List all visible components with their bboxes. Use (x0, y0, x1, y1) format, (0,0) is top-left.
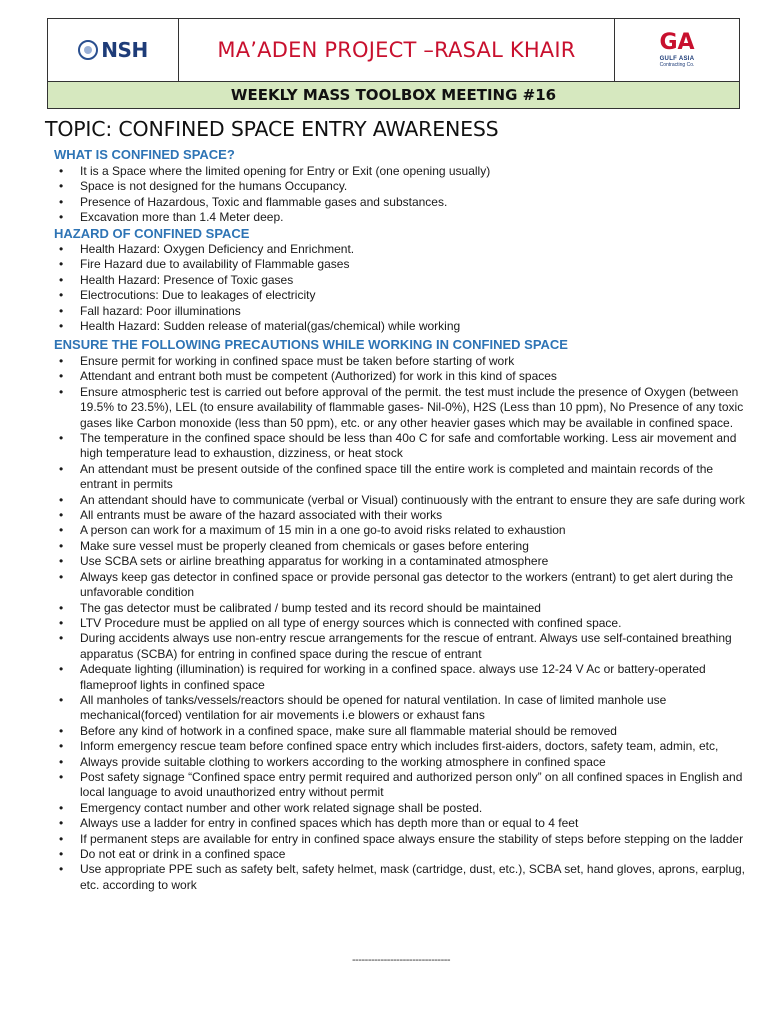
list-item: • Use SCBA sets or airline breathing apparatus for working in a contaminated atmosphere (58, 554, 748, 569)
list-item: • The temperature in the confined space should be less than 40o C for safe and comfortable working. Less air movement and high temperature lead to exhaustion, dizziness, or heat stock (58, 431, 748, 462)
list-item: • Health Hazard: Presence of Toxic gases (58, 273, 748, 288)
list-item: • Attendant and entrant both must be competent (Authorized) for work in this kind of spaces (58, 369, 748, 384)
list-item: • Inform emergency rescue team before confined space entry which includes first-aiders, doctors, safety team, admin, etc, (58, 739, 748, 754)
list-item: • Excavation more than 1.4 Meter deep. (58, 210, 748, 225)
list-item: • It is a Space where the limited opening for Entry or Exit (one opening usually) (58, 164, 748, 179)
list-item: • Make sure vessel must be properly cleaned from chemicals or gases before entering (58, 539, 748, 554)
list-item: • The gas detector must be calibrated / bump tested and its record should be maintained (58, 601, 748, 616)
list-item: • Health Hazard: Oxygen Deficiency and Enrichment. (58, 242, 748, 257)
list-item: • Always provide suitable clothing to workers according to the working atmosphere in confined space (58, 755, 748, 770)
list-item: • Space is not designed for the humans Occupancy. (58, 179, 748, 194)
list-item: • Use appropriate PPE such as safety belt, safety helmet, mask (cartridge, dust, etc.), SCBA set, hand gloves, aprons, earplug, etc. according to work (58, 862, 748, 893)
gulf-asia-logo-name: GULF ASIA (659, 56, 695, 62)
bullet-list-precautions (58, 354, 748, 893)
list-item: • Ensure permit for working in confined space must be taken before starting of work (58, 354, 748, 369)
header-table (47, 18, 740, 82)
list-item: • Adequate lighting (illumination) is required for working in a confined space. always use 12-24 V Ac or battery-operated flameproof lights in confined space (58, 662, 748, 693)
list-item: • Post safety signage “Confined space entry permit required and authorized person only” on all confined spaces in English and local language to avoid unauthorized entry without permit (58, 770, 748, 801)
list-item: • All entrants must be aware of the hazard associated with their works (58, 508, 748, 523)
gulf-asia-logo (614, 19, 739, 81)
list-item: • Presence of Hazardous, Toxic and flammable gases and substances. (58, 195, 748, 210)
bullet-list-what-is (58, 164, 748, 226)
project-title: MA’ADEN PROJECT –RASAL KHAIR (217, 38, 576, 62)
list-item: • Always use a ladder for entry in confined spaces which has depth more than or equal to 4 feet (58, 816, 748, 831)
list-item: • Fire Hazard due to availability of Flammable gases (58, 257, 748, 272)
project-title-cell (179, 19, 614, 81)
list-item: • Ensure atmospheric test is carried out before approval of the permit. the test must include the presence of Oxygen (between 19.5% to 23.5%), LEL (to ensure availability of flammable gases- Nil-0%), H2S (Less than 10 ppm), No Presence of any toxic gases like Carbon monoxide (less than 50 ppm), etc. or any other heavier gases which may be available in confined space. (58, 385, 748, 431)
list-item: • Fall hazard: Poor illuminations (58, 304, 748, 319)
list-item: • Health Hazard: Sudden release of material(gas/chemical) while working (58, 319, 748, 334)
list-item: • An attendant should have to communicate (verbal or Visual) continuously with the entrant to ensure they are safe during work (58, 493, 748, 508)
nsh-emblem-icon (78, 40, 98, 60)
list-item: • Do not eat or drink in a confined space (58, 847, 748, 862)
list-item: • Before any kind of hotwork in a confined space, make sure all flammable material should be removed (58, 724, 748, 739)
list-item: • A person can work for a maximum of 15 min in a one go-to avoid risks related to exhaustion (58, 523, 748, 538)
meeting-title: WEEKLY MASS TOOLBOX MEETING #16 (230, 86, 557, 104)
list-item: • If permanent steps are available for entry in confined space always ensure the stability of steps before stepping on the ladder (58, 832, 748, 847)
list-item: • LTV Procedure must be applied on all type of energy sources which is connected with confined space. (58, 616, 748, 631)
list-item: • All manholes of tanks/vessels/reactors should be opened for natural ventilation. In case of limited manhole use mechanical(forced) ventilation for air movements i.e blowers or exhaust fans (58, 693, 748, 724)
section-heading-precautions: ENSURE THE FOLLOWING PRECAUTIONS WHILE WORKING IN CONFINED SPACE (54, 337, 568, 352)
topic-title: TOPIC: CONFINED SPACE ENTRY AWARENESS (45, 117, 499, 141)
list-item: • Always keep gas detector in confined space or provide personal gas detector to the workers (entrant) to get alert during the unfavorable condition (58, 570, 748, 601)
end-divider: ------------------------------- (352, 954, 451, 966)
list-item: • During accidents always use non-entry rescue arrangements for the rescue of entrant. Always use self-contained breathing apparatus (SCBA) for entring in confined space during the rescue of entrant (58, 631, 748, 662)
nsh-logo-text: NSH (101, 38, 148, 62)
meeting-title-bar (47, 82, 740, 109)
list-item: • An attendant must be present outside of the confined space till the entire work is completed and maintain records of the entrant in permits (58, 462, 748, 493)
list-item: • Emergency contact number and other work related signage shall be posted. (58, 801, 748, 816)
bullet-list-hazards (58, 242, 748, 334)
gulf-asia-logo-sub: Contracting Co. (659, 62, 695, 68)
section-heading-what-is: WHAT IS CONFINED SPACE? (54, 147, 235, 162)
gulf-asia-logo-mark: GA (659, 30, 695, 55)
list-item: • Electrocutions: Due to leakages of electricity (58, 288, 748, 303)
section-heading-hazards: HAZARD OF CONFINED SPACE (54, 226, 250, 241)
nsh-logo (48, 19, 179, 81)
